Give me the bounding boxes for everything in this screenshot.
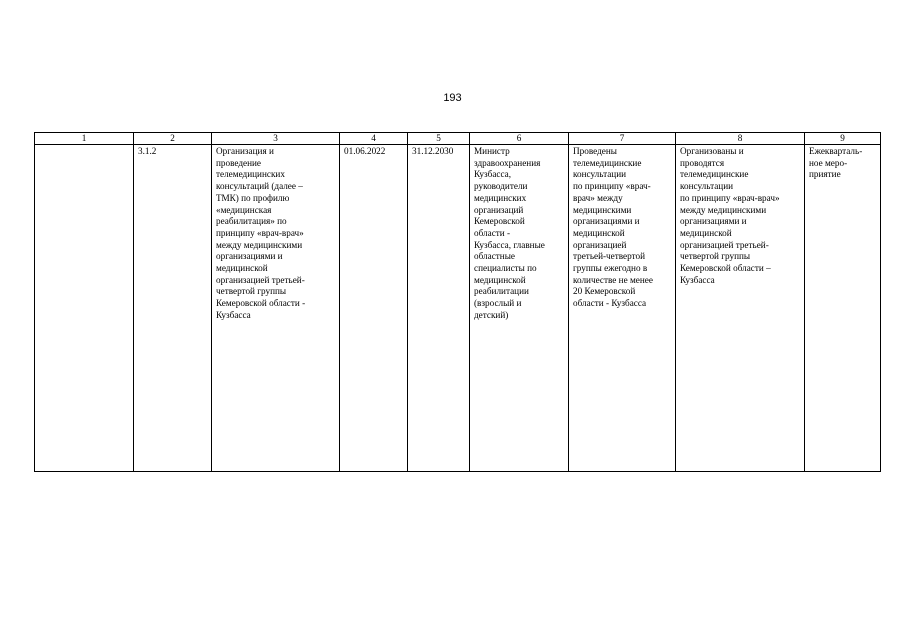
cell-indicator: Организованы и проводятся телемедицинские консультации по принципу «врач-врач» между медицинскими организациями и медицинской организацией третьей- четвертой группы Кемеровской области – Кузбасса — [676, 145, 805, 472]
cell-activity-name: Организация и проведение телемедицинских консультаций (далее – ТМК) по профилю «медицинская реабилитация» по принципу «врач-врач» между медицинскими организациями и медицинской организацией третьей- четвертой группы Кемеровской области - Кузбасса — [212, 145, 340, 472]
column-header-6: 6 — [470, 133, 569, 145]
cell-end-date: 31.12.2030 — [408, 145, 470, 472]
cell-item-number: 3.1.2 — [134, 145, 212, 472]
column-header-8: 8 — [676, 133, 805, 145]
cell-start-date: 01.06.2022 — [340, 145, 408, 472]
column-header-3: 3 — [212, 133, 340, 145]
column-header-4: 4 — [340, 133, 408, 145]
table-header-row — [35, 133, 881, 145]
cell-empty — [35, 145, 134, 472]
cell-responsible: Министр здравоохранения Кузбасса, руководители медицинских организаций Кемеровской области - Кузбасса, главные областные специалисты по медицинской реабилитации (взрослый и детский) — [470, 145, 569, 472]
activity-plan-table — [34, 132, 881, 472]
table-row — [35, 145, 881, 472]
cell-result: Проведены телемедицинские консультации по принципу «врач- врач» между медицинскими организациями и медицинской организацией третьей-четвертой группы ежегодно в количестве не менее 20 Кемеровской области - Кузбасса — [569, 145, 676, 472]
column-header-1: 1 — [35, 133, 134, 145]
page-number: 193 — [443, 92, 462, 104]
column-header-2: 2 — [134, 133, 212, 145]
cell-frequency: Ежекварталь- ное меро- приятие — [805, 145, 881, 472]
column-header-5: 5 — [408, 133, 470, 145]
column-header-7: 7 — [569, 133, 676, 145]
column-header-9: 9 — [805, 133, 881, 145]
